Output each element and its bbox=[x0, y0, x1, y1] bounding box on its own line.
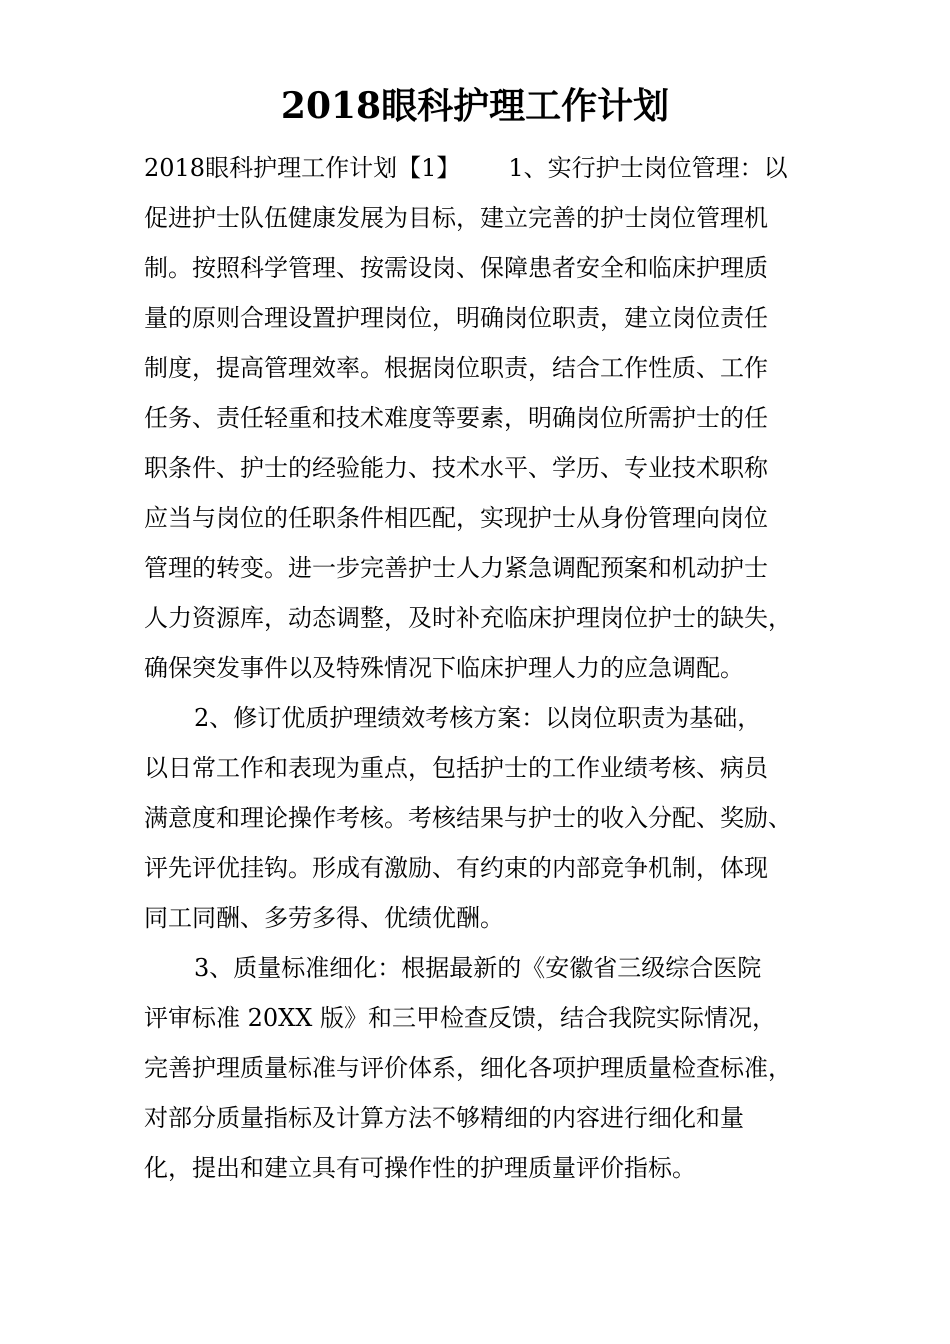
section-heading: 2018眼科护理工作计划【1】 bbox=[144, 154, 461, 182]
paragraph-line: 2、修订优质护理绩效考核方案：以岗位职责为基础， bbox=[194, 704, 762, 732]
paragraph-line: 满意度和理论操作考核。考核结果与护士的收入分配、奖励、 bbox=[144, 804, 792, 832]
paragraph-line: 评审标准 20XX 版》和三甲检查反馈，结合我院实际情况， bbox=[144, 1004, 776, 1032]
paragraph-line: 人力资源库，动态调整，及时补充临床护理岗位护士的缺失， bbox=[144, 604, 792, 632]
paragraph-line: 确保突发事件以及特殊情况下临床护理人力的应急调配。 bbox=[144, 654, 744, 682]
paragraph-line: 3、质量标准细化：根据最新的《安徽省三级综合医院 bbox=[194, 954, 762, 982]
paragraph-line: 量的原则合理设置护理岗位，明确岗位职责，建立岗位责任 bbox=[144, 304, 768, 332]
paragraph-line bbox=[144, 150, 788, 186]
line-text: 1、实行护士岗位管理：以 bbox=[508, 154, 788, 182]
document-title: 2018眼科护理工作计划 bbox=[280, 85, 670, 127]
paragraph-line: 促进护士队伍健康发展为目标，建立完善的护士岗位管理机 bbox=[144, 204, 768, 232]
paragraph-line: 以日常工作和表现为重点，包括护士的工作业绩考核、病员 bbox=[144, 754, 768, 782]
paragraph-line: 同工同酬、多劳多得、优绩优酬。 bbox=[144, 904, 504, 932]
paragraph-line: 制度，提高管理效率。根据岗位职责，结合工作性质、工作 bbox=[144, 354, 768, 382]
paragraph-line: 职条件、护士的经验能力、技术水平、学历、专业技术职称 bbox=[144, 454, 768, 482]
paragraph-line: 完善护理质量标准与评价体系，细化各项护理质量检查标准， bbox=[144, 1054, 792, 1082]
paragraph-line: 化，提出和建立具有可操作性的护理质量评价指标。 bbox=[144, 1154, 696, 1182]
paragraph-line: 制。按照科学管理、按需设岗、保障患者安全和临床护理质 bbox=[144, 254, 768, 282]
paragraph-line: 对部分质量指标及计算方法不够精细的内容进行细化和量 bbox=[144, 1104, 744, 1132]
paragraph-line: 评先评优挂钩。形成有激励、有约束的内部竞争机制，体现 bbox=[144, 854, 768, 882]
paragraph-line: 任务、责任轻重和技术难度等要素，明确岗位所需护士的任 bbox=[144, 404, 768, 432]
paragraph-line: 应当与岗位的任职条件相匹配，实现护士从身份管理向岗位 bbox=[144, 504, 768, 532]
paragraph-line: 管理的转变。进一步完善护士人力紧急调配预案和机动护士 bbox=[144, 554, 768, 582]
